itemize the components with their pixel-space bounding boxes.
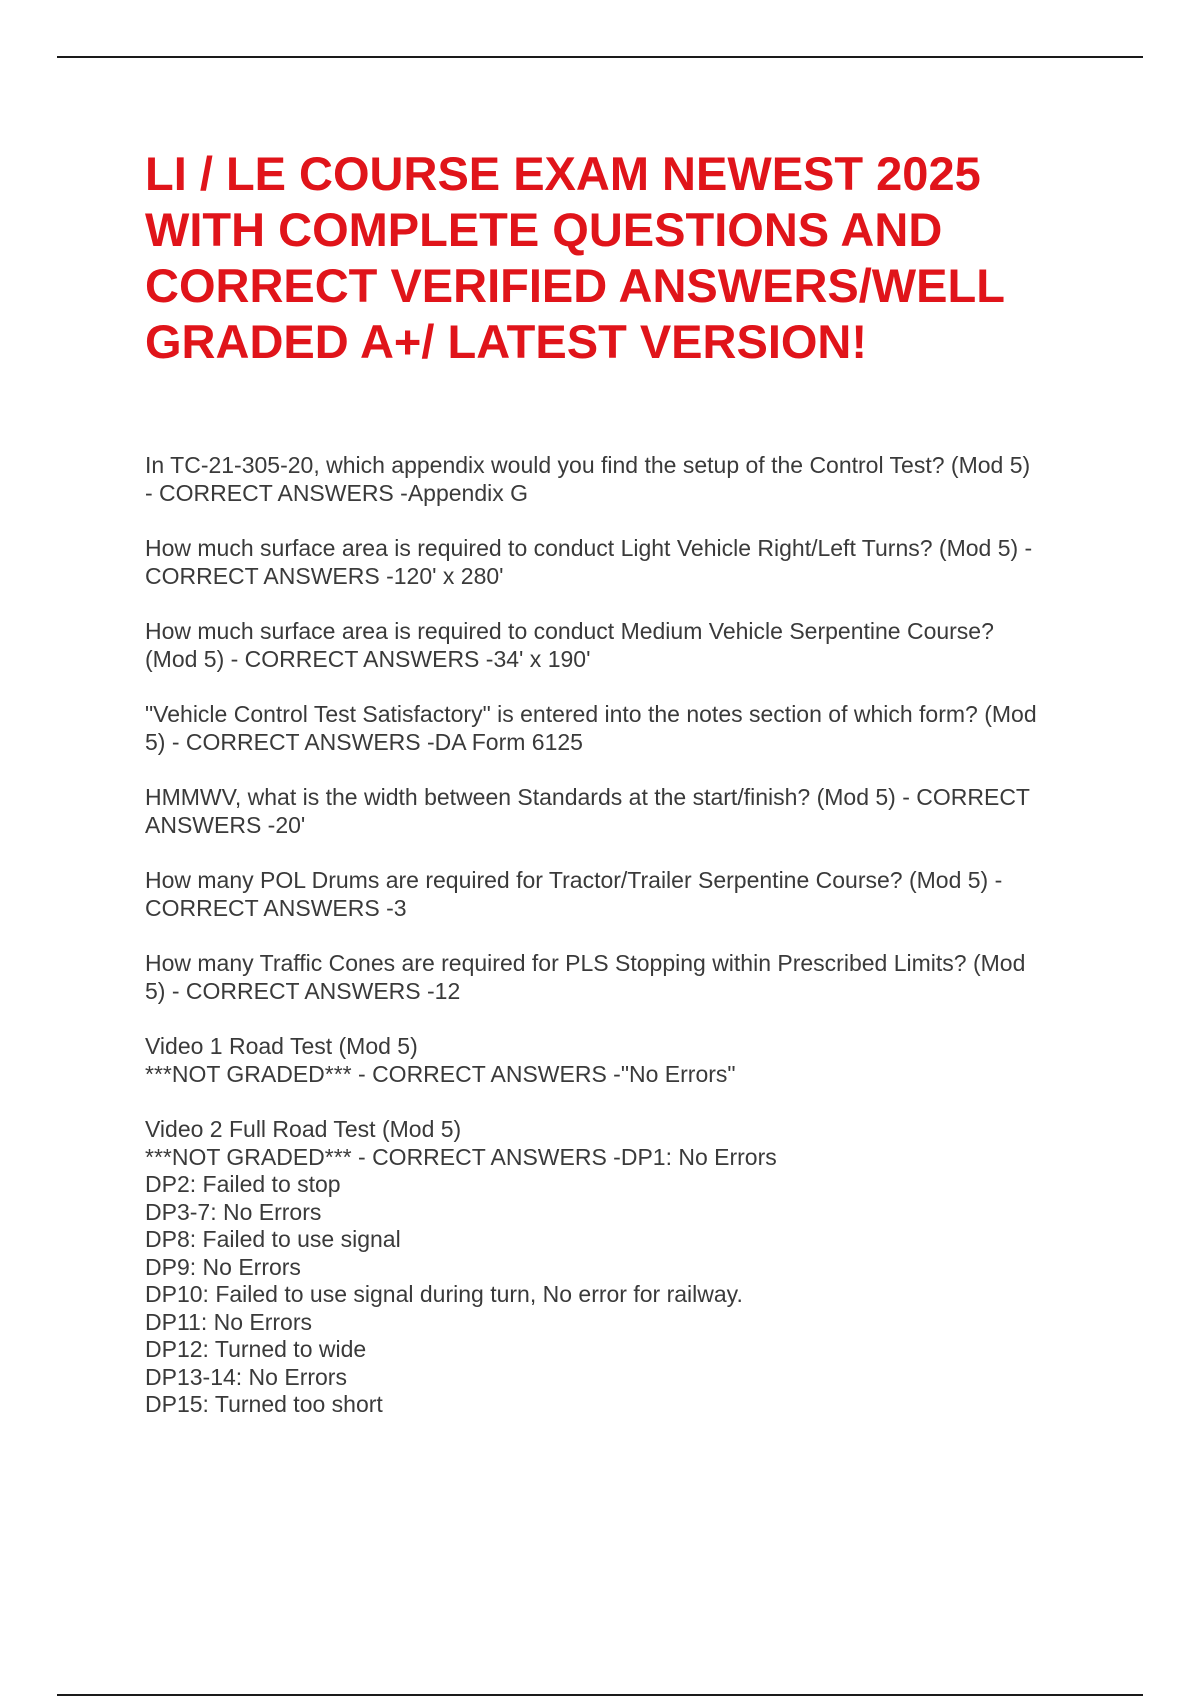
- qa-line: - CORRECT ANSWERS -Appendix G: [145, 479, 529, 506]
- qa-line: 5) - CORRECT ANSWERS -DA Form 6125: [145, 728, 583, 755]
- qa-line: DP15: Turned too short: [145, 1391, 383, 1417]
- qa-line: 5) - CORRECT ANSWERS -12: [145, 977, 461, 1004]
- qa-line: Video 2 Full Road Test (Mod 5): [145, 1116, 462, 1142]
- title-line: WITH COMPLETE QUESTIONS AND: [145, 203, 943, 256]
- qa-item: [145, 618, 1095, 673]
- qa-item: [145, 867, 1095, 922]
- qa-line: DP9: No Errors: [145, 1253, 301, 1280]
- top-rule: [57, 56, 1143, 58]
- title-line: CORRECT VERIFIED ANSWERS/WELL: [145, 259, 1005, 312]
- title-line: LI / LE COURSE EXAM NEWEST 2025: [145, 147, 981, 200]
- qa-line: DP3-7: No Errors: [145, 1198, 322, 1225]
- qa-line: Video 1 Road Test (Mod 5): [145, 1033, 418, 1059]
- qa-line: CORRECT ANSWERS -3: [145, 894, 407, 921]
- qa-line: How many Traffic Cones are required for PLS Stopping within Prescribed Limits? (Mod: [145, 950, 1026, 976]
- qa-line: DP2: Failed to stop: [145, 1171, 341, 1197]
- title-line: GRADED A+/ LATEST VERSION!: [145, 315, 868, 368]
- qa-line: ANSWERS -20': [145, 811, 306, 838]
- qa-line: How much surface area is required to conduct Medium Vehicle Serpentine Course?: [145, 618, 994, 644]
- qa-list: [145, 452, 1095, 1447]
- qa-line: In TC-21-305-20, which appendix would you find the setup of the Control Test? (Mod 5): [145, 452, 1031, 478]
- qa-line: HMMWV, what is the width between Standards at the start/finish? (Mod 5) - CORRECT: [145, 784, 1030, 810]
- qa-item: [145, 1033, 1095, 1088]
- qa-line: ***NOT GRADED*** - CORRECT ANSWERS -"No Errors": [145, 1060, 736, 1087]
- qa-line: (Mod 5) - CORRECT ANSWERS -34' x 190': [145, 645, 591, 672]
- qa-item: [145, 535, 1095, 590]
- qa-item: [145, 701, 1095, 756]
- document-title: [145, 146, 1145, 370]
- qa-item: [145, 950, 1095, 1005]
- qa-line: "Vehicle Control Test Satisfactory" is entered into the notes section of which form? (Mod: [145, 701, 1037, 727]
- qa-line: ***NOT GRADED*** - CORRECT ANSWERS -DP1: No Errors: [145, 1143, 777, 1170]
- qa-item: [145, 784, 1095, 839]
- qa-line: DP10: Failed to use signal during turn, No error for railway.: [145, 1281, 743, 1307]
- qa-line: DP8: Failed to use signal: [145, 1226, 401, 1252]
- qa-line: DP11: No Errors: [145, 1308, 313, 1335]
- qa-item: [145, 1116, 1095, 1419]
- bottom-rule: [57, 1694, 1143, 1696]
- qa-line: How many POL Drums are required for Tractor/Trailer Serpentine Course? (Mod 5) -: [145, 867, 1003, 893]
- qa-line: How much surface area is required to conduct Light Vehicle Right/Left Turns? (Mod 5) -: [145, 535, 1033, 561]
- qa-item: [145, 452, 1095, 507]
- qa-line: DP12: Turned to wide: [145, 1336, 367, 1362]
- qa-line: DP13-14: No Errors: [145, 1363, 347, 1390]
- qa-line: CORRECT ANSWERS -120' x 280': [145, 562, 504, 589]
